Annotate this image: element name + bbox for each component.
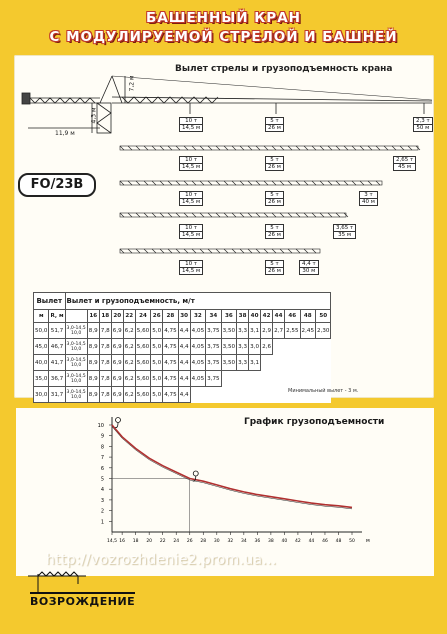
load-tag-radius: 30 м [299,268,319,275]
table-row: 50,0 51,7 3,0-14,5 10,0 8,9 7,8 6,9 6,2 5,60 5,0 4,75 4,4 4,05 3,75 3,50 3,3 3,1 2,9 2,7 2,55 2,45 2,30 [34,323,331,339]
title-line-2: С МОДУЛИРУЕМОЙ СТРЕЛОЙ И БАШНЕЙ [49,29,398,45]
th-col: 48 [300,310,315,323]
th-capacity: Вылет и грузоподъемность, м/т [65,293,331,310]
load-tag-weight: 5 т [265,260,284,268]
x-tick-label: 46 [322,539,328,544]
load-tag-radius: 26 м [265,164,284,171]
th-vylet: Вылет [34,293,66,310]
load-tag-radius: 14,5 м [179,125,203,132]
y-tick-label: 10 [97,423,104,429]
load-tag-weight: 4,4 т [299,260,319,268]
th-r: R, м [49,310,65,323]
y-tick-label: 4 [100,487,104,494]
load-tag-weight: 5 т [265,117,284,125]
y-tick-label: 7 [100,455,104,462]
y-tick-label: 6 [100,465,104,472]
load-tag-radius: 40 м [359,199,378,206]
x-tick-label: 26 [186,539,193,544]
y-tick-label: 9 [100,433,104,440]
x-tick-label: 28 [200,539,207,544]
th-col: 40 [249,310,261,323]
th-col: 16 [87,310,99,323]
load-tag-weight: 2,3 т [413,117,433,125]
table-row: 45,0 46,7 3,0-14,5 10,0 8,9 7,8 6,9 6,2 5,60 5,0 4,75 4,4 4,05 3,75 3,50 3,3 3,0 2,6 [34,339,331,355]
x-tick-label: 40 [281,539,288,544]
title-line-1: БАШЕННЫЙ КРАН [146,10,301,26]
load-tag-weight: 10 т [179,260,203,268]
load-tag-weight: 10 т [179,224,203,232]
load-tag-weight: 2,65 т [393,156,416,164]
x-tick-label: 30 [213,539,220,544]
y-tick-label: 5 [100,476,104,483]
load-tag-weight: 5 т [265,156,284,164]
th-m: м [34,310,49,323]
width-dim: 11,9 м [55,130,75,137]
load-tag-radius: 14,5 м [179,268,203,275]
brand-logo: ВОЗРОЖДЕНИЕ [30,592,135,608]
load-tag-radius: 35 м [333,232,356,239]
base-dim: 4,3 м [90,107,98,124]
load-tag-weight: 10 т [179,191,203,199]
load-tag-weight: 5 т [265,191,284,199]
th-col: 42 [261,310,273,323]
load-tag-weight: 10 т [179,117,203,125]
th-col: 46 [285,310,300,323]
th-col: 36 [221,310,236,323]
x-tick-label: 20 [146,539,153,544]
load-tag-radius: 14,5 м [179,199,203,206]
load-tag-radius: 26 м [265,268,284,275]
th-col: 32 [190,310,205,323]
x-tick-label: 50 [349,539,355,544]
x-tick-label: 22 [159,539,166,544]
table-row: 30,0 31,7 3,0-14,5 10,0 8,9 7,8 6,9 6,2 5,60 5,0 4,75 4,4 [34,387,331,403]
capacity-curve [112,425,352,507]
x-tick-label: 34 [240,539,247,544]
load-tag-radius: 14,5 м [179,164,203,171]
load-tag-radius: 26 м [265,199,284,206]
x-axis-label: м [366,538,370,544]
load-tag-radius: 45 м [393,164,416,171]
y-tick-label: 2 [100,508,104,515]
chart-title: График грузоподъемности [244,417,385,427]
y-tick-label: 8 [100,444,104,451]
th-col: 22 [123,310,135,323]
x-tick-label: 32 [227,539,234,544]
table-row: 40,0 41,7 3,0-14,5 10,0 8,9 7,8 6,9 6,2 5,60 5,0 4,75 4,4 4,05 3,75 3,50 3,3 3,1 [34,355,331,371]
watermark-url: http://vozrozhdenie2.prom.ua... [46,552,277,568]
x-tick-label: 16 [119,539,126,544]
x-tick-label: 38 [268,539,274,544]
min-radius-note: Минимальный вылет - 3 м. [288,388,359,394]
load-tag-weight: 3 т [359,191,378,199]
load-tag-weight: 3,65 т [333,224,356,232]
th-col: 44 [273,310,285,323]
th-col: 34 [206,310,221,323]
x-tick-label: 18 [132,539,139,544]
load-tag-weight: 5 т [265,224,284,232]
height-dim: 7,2 м [128,75,136,92]
th-col: 28 [163,310,178,323]
table-row: 35,0 36,7 3,0-14,5 10,0 8,9 7,8 6,9 6,2 5,60 5,0 4,75 4,4 4,05 3,75 [34,371,331,387]
th-col: 30 [178,310,190,323]
th-col: 20 [111,310,123,323]
x-tick-label: 24 [173,539,180,544]
th-col: 18 [99,310,111,323]
th-col: 24 [135,310,150,323]
load-tag-radius: 26 м [265,232,284,239]
th-col: 38 [237,310,249,323]
hook-marker-icon [115,418,121,428]
th-col: 26 [151,310,163,323]
model-label: FO/23B [18,173,96,197]
x-tick-label: 36 [254,539,261,544]
load-tag-weight: 10 т [179,156,203,164]
load-tag-radius: 14,5 м [179,232,203,239]
x-tick-label: 48 [335,539,342,544]
capacity-curve-shadow [112,427,352,509]
x-tick-label: 14,5 [106,539,118,544]
y-tick-label: 3 [100,497,104,504]
th-col: 50 [316,310,331,323]
x-tick-label: 44 [308,539,315,544]
load-tag-radius: 26 м [265,125,284,132]
top-subtitle: Вылет стрелы и грузоподъемность крана [175,64,393,74]
load-tag-radius: 50 м [413,125,433,132]
x-tick-label: 42 [295,539,301,544]
y-tick-label: 1 [100,519,104,526]
